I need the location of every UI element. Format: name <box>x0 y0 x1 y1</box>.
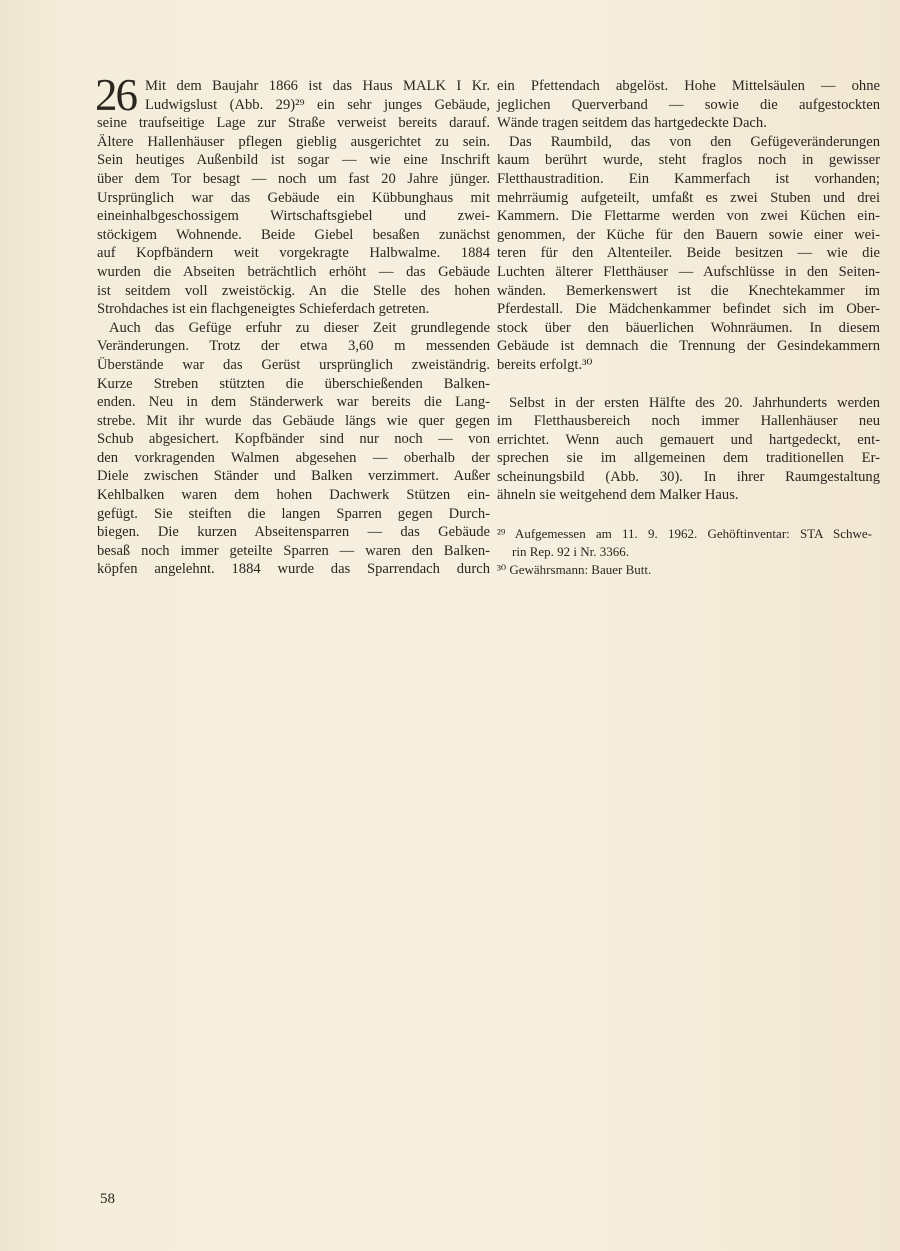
text-line: kaum berührt wurde, steht fraglos noch in gewisser <box>497 152 880 169</box>
text-line: bereits erfolgt.³⁰ <box>497 356 593 373</box>
text-line: auf Kopfbändern weit vorgekragte Halbwalme. 1884 <box>97 245 490 262</box>
text-line: Wände tragen seitdem das hartgedeckte Dach. <box>497 115 767 132</box>
text-line: errichtet. Wenn auch gemauert und hartgedeckt, ent- <box>497 431 880 448</box>
text-line: mehrräumig aufgeteilt, umfaßt es zwei Stuben und drei <box>497 189 880 206</box>
text-line: köpfen angelehnt. 1884 wurde das Sparrendach durch <box>97 561 490 578</box>
text-line: im Fletthausbereich noch immer Hallenhäuser neu <box>497 413 880 430</box>
text-line: Diele zwischen Ständer und Balken verzimmert. Außer <box>97 468 490 485</box>
text-line: biegen. Die kurzen Abseitensparren — das Gebäude <box>97 524 490 541</box>
text-line: Kammern. Die Flettarme werden von zwei Küchen ein- <box>497 208 880 225</box>
text-line: wänden. Bemerkenswert ist die Knechtekammer im <box>497 282 880 299</box>
paragraph <box>95 70 490 319</box>
text-line: Pferdestall. Die Mädchenkammer befindet sich im Ober- <box>497 301 880 318</box>
text-line: Fletthaustradition. Ein Kammerfach ist vorhanden; <box>497 170 880 187</box>
text-line: Mit dem Baujahr 1866 ist das Haus MALK I Kr. <box>145 78 490 94</box>
left-column <box>95 70 490 579</box>
paragraph <box>97 319 490 579</box>
text-line: Ludwigslust (Abb. 29)²⁹ ein sehr junges Gebäude, <box>145 96 490 113</box>
text-line: Ursprünglich war das Gebäude ein Kübbunghaus mit <box>97 189 490 206</box>
text-line: ein Pfettendach abgelöst. Hohe Mittelsäulen — ohne <box>497 78 880 94</box>
text-line: den vorkragenden Walmen abgesehen — oberhalb der <box>97 449 490 466</box>
footnote-line: ³⁰ Gewährsmann: Bauer Butt. <box>497 562 652 578</box>
text-line: jeglichen Querverband — sowie die aufgestockten <box>497 96 880 113</box>
footnotes <box>497 525 872 579</box>
text-line: teren für den Altenteiler. Beide besitzen — wie die <box>497 245 880 262</box>
text-line: eineinhalbgeschossigem Wirtschaftsgiebel und zwei- <box>97 208 490 225</box>
paragraph <box>497 77 880 133</box>
text-line: strebe. Mit ihr wurde das Gebäude längs wie quer gegen <box>97 412 490 429</box>
text-line: Überstände war das Gerüst ursprünglich zweiständrig. <box>97 356 490 373</box>
text-line: Strohdaches ist ein flachgeneigtes Schieferdach getreten. <box>97 301 430 318</box>
text-line: Das Raumbild, das von den Gefügeveränderungen <box>509 133 880 150</box>
text-line: Auch das Gefüge erfuhr zu dieser Zeit grundlegende <box>109 319 490 336</box>
text-line: ist seitdem voll zweistöckig. An die Stelle des hohen <box>97 282 490 299</box>
text-line: gefügt. Sie steiften die langen Sparren gegen Durch- <box>97 505 490 522</box>
footnote-line: rin Rep. 92 i Nr. 3366. <box>512 544 629 560</box>
text-line: Schub abgesichert. Kopfbänder sind nur noch — von <box>97 431 490 448</box>
paragraph <box>497 394 880 506</box>
paragraph <box>497 133 880 375</box>
text-line: Gebäude ist demnach die Trennung der Gesindekammern <box>497 338 880 355</box>
footnote-line: ²⁹ Aufgemessen am 11. 9. 1962. Gehöftinventar: STA Schwe- <box>497 526 872 542</box>
text-line: stöckigem Wohnende. Beide Giebel besaßen zunächst <box>97 226 490 243</box>
text-line: scheinungsbild (Abb. 30). In ihrer Raumgestaltung <box>497 468 880 485</box>
text-line: Veränderungen. Trotz der etwa 3,60 m messenden <box>97 338 490 355</box>
text-line: Ältere Hallenhäuser pflegen gieblig ausgerichtet zu sein. <box>97 133 490 150</box>
text-line: Kurze Streben stützten die überschießenden Balken- <box>97 375 490 392</box>
text-line: Kehlbalken waren dem hohen Dachwerk Stützen ein- <box>97 487 490 504</box>
text-line: Luchten älterer Fletthäuser — Aufschlüsse in den Seiten- <box>497 263 880 280</box>
text-line: besaß noch immer geteilte Sparren — waren den Balken- <box>97 542 490 559</box>
text-line: über dem Tor besagt — noch um fast 20 Jahre jünger. <box>97 170 490 187</box>
text-line: wurden die Abseiten beträchtlich erhöht — das Gebäude <box>97 263 490 280</box>
text-line: sprechen sie im allgemeinen dem traditionellen Er- <box>497 450 880 467</box>
text-line: Sein heutiges Außenbild ist sogar — wie eine Inschrift <box>97 152 490 169</box>
text-line: genommen, der Küche für den Bauern sowie einer wei- <box>497 226 880 243</box>
text-line: stock über den bäuerlichen Wohnräumen. In diesem <box>497 319 880 336</box>
text-line: Selbst in der ersten Hälfte des 20. Jahrhunderts werden <box>509 394 880 411</box>
text-line: enden. Neu in dem Ständerwerk war bereits die Lang- <box>97 394 490 411</box>
text-line: ähneln sie weitgehend dem Malker Haus. <box>497 487 739 504</box>
text-line: seine traufseitige Lage zur Straße verweist bereits darauf. <box>97 115 490 132</box>
section-number: 26 <box>95 70 136 120</box>
page-number: 58 <box>100 1191 115 1207</box>
right-column <box>497 77 880 579</box>
